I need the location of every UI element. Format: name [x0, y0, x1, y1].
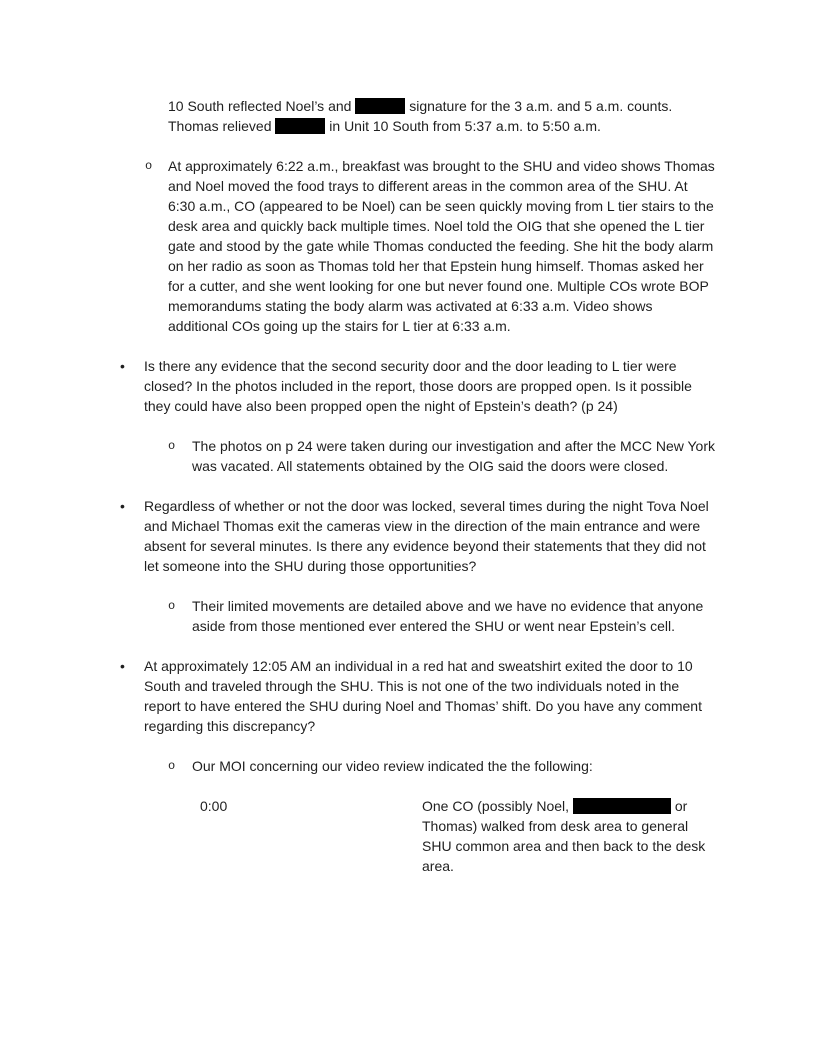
paragraph-text: The photos on p 24 were taken during our investigation and after the MCC New York was vacated. All statements obtained by the OIG said the doors were closed.	[192, 438, 719, 474]
text-run: or Thomas) walked from desk area to general SHU common area and then back to the desk area.	[422, 798, 710, 874]
disc-bullet-marker: •	[120, 498, 125, 514]
redaction-box	[573, 798, 671, 814]
timeline-description	[422, 796, 715, 876]
timeline-row-0000	[200, 796, 816, 876]
redaction-box	[355, 98, 405, 114]
paragraph-text	[168, 96, 715, 136]
text-run: 10 South reflected Noel’s and	[168, 98, 356, 114]
sub-bullet-moi-intro	[168, 756, 715, 776]
paragraph-text: Regardless of whether or not the door was locked, several times during the night Tova Noel and Michael Thomas exit the cameras view in the direction of the main entrance and were absent for several minutes. Is there any evidence beyond their statements that they did not let someone into the SHU during those opportunities?	[144, 498, 713, 574]
circle-bullet-marker: o	[168, 599, 176, 613]
disc-bullet-marker: •	[120, 658, 125, 674]
paragraph-text: Their limited movements are detailed above and we have no evidence that anyone aside from those mentioned ever entered the SHU or went near Epstein’s cell.	[192, 598, 708, 634]
redaction-box	[275, 118, 325, 134]
circle-bullet-marker: o	[168, 439, 176, 453]
text-run: in Unit 10 South from 5:37 a.m. to 5:50 a.m.	[325, 118, 601, 134]
sub-bullet-photos-answer	[168, 436, 719, 476]
paragraph-continuation	[168, 96, 715, 136]
timeline-time: 0:00	[200, 798, 228, 814]
paragraph-text: Our MOI concerning our video review indicated the the following:	[192, 758, 593, 774]
circle-bullet-marker: o	[145, 159, 153, 173]
text-run: One CO (possibly Noel,	[422, 798, 573, 814]
sub-bullet-breakfast-video	[145, 156, 719, 336]
bullet-red-hat-question	[120, 656, 715, 736]
paragraph-text: At approximately 6:22 a.m., breakfast was brought to the SHU and video shows Thomas and Noel moved the food trays to different areas in the common area of the SHU. At 6:30 a.m., CO (appeared to be Noel) can be seen quickly moving from L tier stairs to the desk area and quickly back multiple times. Noel told the OIG that she opened the L tier gate and stood by the gate while Thomas conducted the feeding. She hit the body alarm on her radio as soon as Thomas told her that Epstein hung himself. Thomas asked her for a cutter, and she went looking for one but never found one. Multiple COs wrote BOP memorandums stating the body alarm was activated at 6:33 a.m. Video shows additional COs going up the stairs for L tier at 6:33 a.m.	[168, 158, 719, 334]
sub-bullet-movements-answer	[168, 596, 715, 636]
bullet-doors-question	[120, 356, 715, 416]
paragraph-text: Is there any evidence that the second security door and the door leading to L tier were closed? In the photos included in the report, those doors are propped open. Is it possible they could have also been propped open the night of Epstein’s death? (p 24)	[144, 358, 696, 414]
bullet-night-absences-question	[120, 496, 715, 576]
circle-bullet-marker: o	[168, 759, 176, 773]
text-run: signature for the 3 a.m. and 5 a.m. counts. Thomas relieved	[168, 98, 676, 134]
disc-bullet-marker: •	[120, 358, 125, 374]
paragraph-text: At approximately 12:05 AM an individual in a red hat and sweatshirt exited the door to 10 South and traveled through the SHU. This is not one of the two individuals noted in the report to have entered the SHU during Noel and Thomas’ shift. Do you have any comment regarding this discrepancy?	[144, 658, 706, 734]
